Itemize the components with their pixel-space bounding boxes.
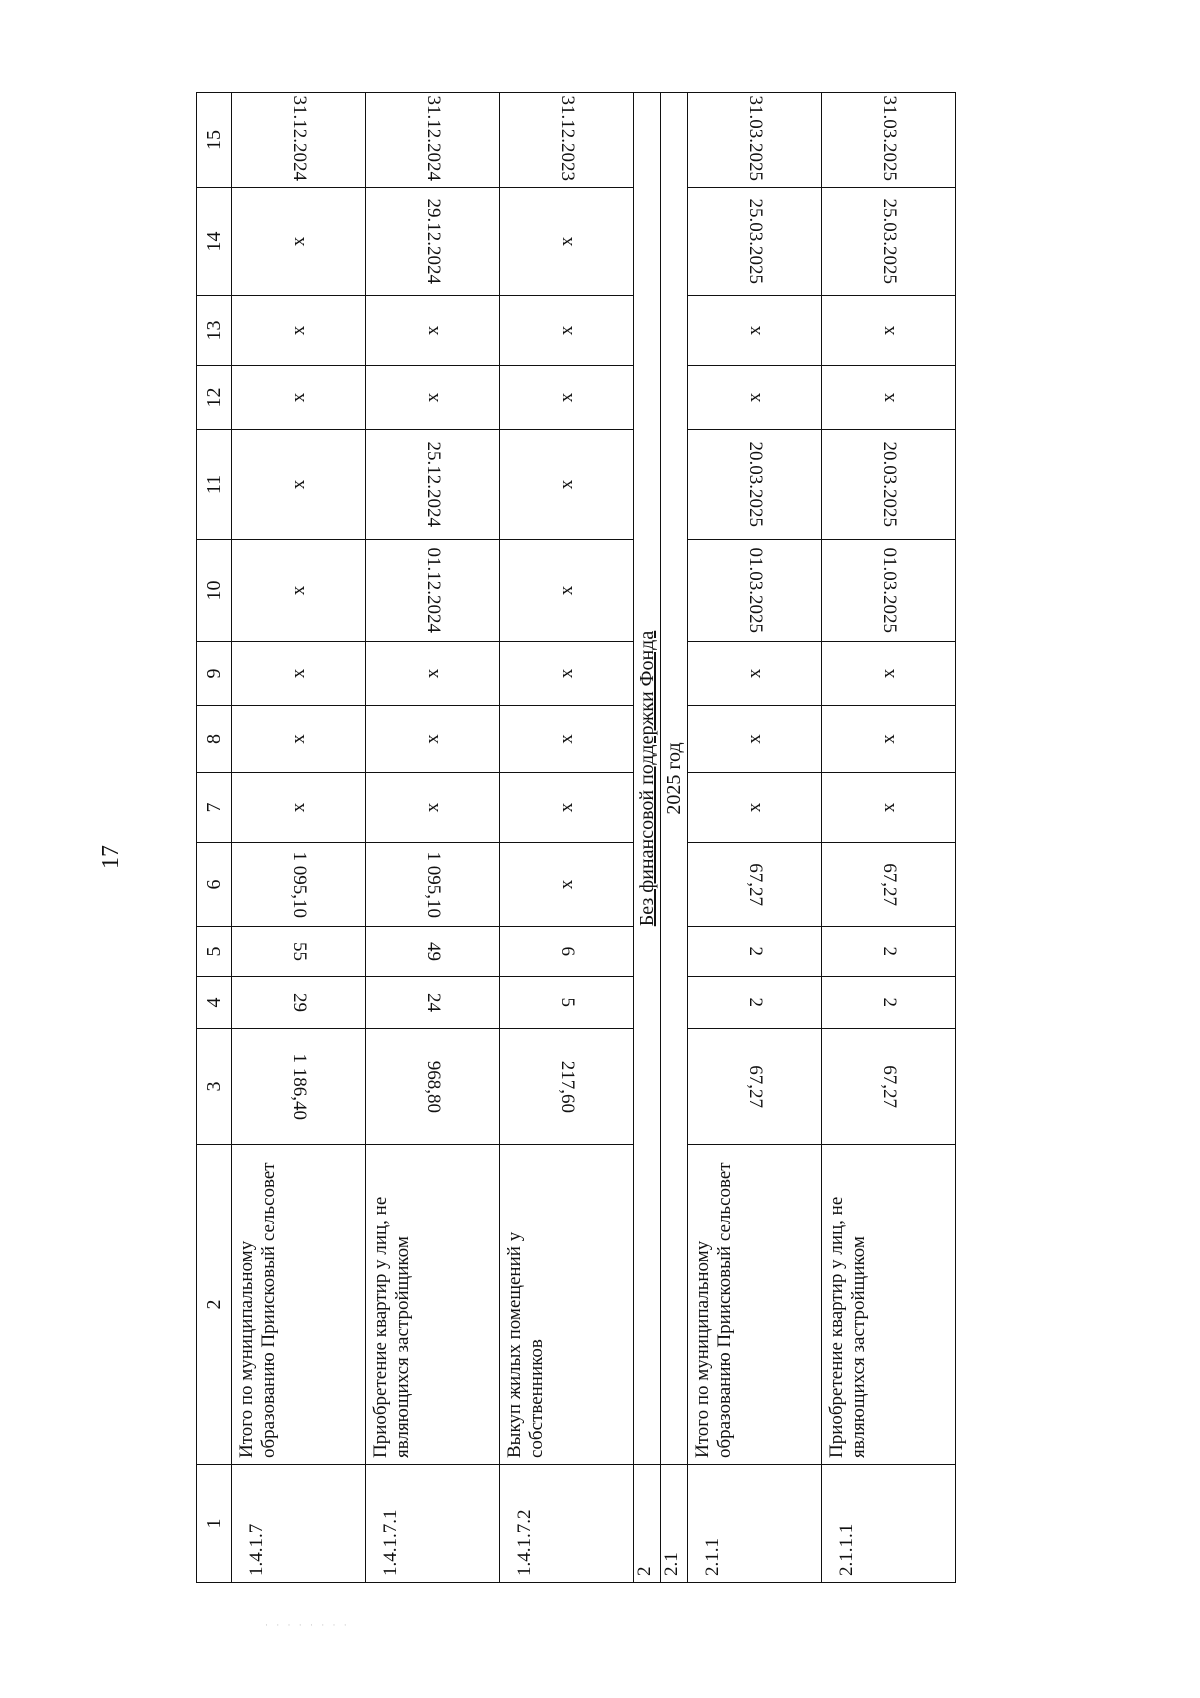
row-cell: x xyxy=(366,706,500,773)
row-name: Выкуп жилых помещений у собственников xyxy=(500,1145,634,1465)
rotated-value: 5 xyxy=(556,997,578,1008)
table-row xyxy=(500,93,634,1583)
row-code: 1.4.1.7 xyxy=(232,1465,366,1583)
rotated-value: 01.03.2025 xyxy=(878,547,900,634)
rotated-value: 29 xyxy=(288,993,310,1012)
table-row xyxy=(232,93,366,1583)
row-code: 2.1.1 xyxy=(688,1465,822,1583)
column-number: 11 xyxy=(197,430,232,540)
row-cell xyxy=(366,977,500,1029)
column-number: 15 xyxy=(197,93,232,188)
rotated-value: 25.12.2024 xyxy=(422,441,444,528)
row-cell xyxy=(500,93,634,188)
subsection-code: 2.1 xyxy=(661,1465,688,1583)
rotated-value: 67,27 xyxy=(744,863,766,906)
column-number-row xyxy=(197,93,232,1583)
column-number: 13 xyxy=(197,296,232,366)
section-code: 2 xyxy=(634,1465,661,1583)
row-cell xyxy=(366,93,500,188)
row-cell xyxy=(500,927,634,977)
rotated-value: 2 xyxy=(744,997,766,1008)
rotated-value: 20.03.2025 xyxy=(744,441,766,528)
row-cell xyxy=(688,188,822,296)
row-cell: x xyxy=(500,366,634,430)
row-cell: x xyxy=(822,773,956,843)
column-number: 2 xyxy=(197,1145,232,1465)
row-cell: x xyxy=(500,188,634,296)
row-name: Итого по муниципальному образованию Приисковый сельсовет xyxy=(232,1145,366,1465)
rotated-value: 31.03.2025 xyxy=(878,95,900,181)
row-cell xyxy=(822,1029,956,1145)
rotated-value: 20.03.2025 xyxy=(878,441,900,528)
rotated-value: 31.12.2024 xyxy=(422,95,444,181)
row-cell: x xyxy=(688,773,822,843)
table-row xyxy=(688,93,822,1583)
row-cell: x xyxy=(500,642,634,706)
rotated-value: 24 xyxy=(422,993,444,1012)
section-row xyxy=(634,93,661,1583)
rotated-value: 968,80 xyxy=(422,1060,444,1113)
rotated-value: 1 095,10 xyxy=(288,851,310,918)
row-cell: x xyxy=(822,642,956,706)
row-cell xyxy=(688,93,822,188)
row-cell xyxy=(366,1029,500,1145)
row-cell xyxy=(822,430,956,540)
row-cell: x xyxy=(232,642,366,706)
row-cell xyxy=(366,430,500,540)
register-table xyxy=(196,92,956,1583)
row-name: Приобретение квартир у лиц, не являющихся застройщиком xyxy=(822,1145,956,1465)
row-cell: x xyxy=(232,540,366,642)
row-cell xyxy=(366,540,500,642)
row-cell: x xyxy=(500,296,634,366)
column-number: 8 xyxy=(197,706,232,773)
row-cell xyxy=(500,977,634,1029)
row-cell: x xyxy=(822,706,956,773)
table-row xyxy=(366,93,500,1583)
rotated-value: 29.12.2024 xyxy=(422,198,444,285)
rotated-value: 25.03.2025 xyxy=(878,198,900,285)
rotated-value: 25.03.2025 xyxy=(744,198,766,285)
register-table-container xyxy=(196,93,900,1583)
row-cell xyxy=(688,1029,822,1145)
row-cell: x xyxy=(232,188,366,296)
rotated-value: 2 xyxy=(878,946,900,957)
column-number: 6 xyxy=(197,843,232,927)
rotated-value: 6 xyxy=(556,946,578,957)
row-cell xyxy=(688,430,822,540)
column-number: 5 xyxy=(197,927,232,977)
row-cell: x xyxy=(366,773,500,843)
table-row xyxy=(822,93,956,1583)
row-cell xyxy=(366,843,500,927)
rotated-value: 01.03.2025 xyxy=(744,547,766,634)
column-number: 12 xyxy=(197,366,232,430)
page-number: 17 xyxy=(97,845,124,869)
rotated-value: 67,27 xyxy=(878,863,900,906)
row-cell xyxy=(366,188,500,296)
column-number: 10 xyxy=(197,540,232,642)
row-cell: x xyxy=(500,540,634,642)
row-code: 2.1.1.1 xyxy=(822,1465,956,1583)
row-cell xyxy=(688,977,822,1029)
row-cell: x xyxy=(366,296,500,366)
row-cell xyxy=(688,927,822,977)
row-cell xyxy=(500,1029,634,1145)
row-cell: x xyxy=(688,706,822,773)
row-cell: x xyxy=(688,366,822,430)
column-number: 4 xyxy=(197,977,232,1029)
rotated-value: 49 xyxy=(422,942,444,961)
column-number: 14 xyxy=(197,188,232,296)
rotated-value: 1 095,10 xyxy=(422,851,444,918)
rotated-value: 1 186,40 xyxy=(288,1053,310,1120)
row-cell: x xyxy=(366,366,500,430)
row-cell xyxy=(822,977,956,1029)
rotated-value: 31.12.2023 xyxy=(556,95,578,181)
row-cell xyxy=(366,927,500,977)
rotated-value: 2 xyxy=(878,997,900,1008)
row-cell xyxy=(822,843,956,927)
row-cell xyxy=(688,540,822,642)
row-cell xyxy=(232,93,366,188)
column-number: 3 xyxy=(197,1029,232,1145)
row-cell: x xyxy=(500,430,634,540)
row-cell: x xyxy=(500,843,634,927)
row-cell: x xyxy=(232,296,366,366)
row-cell xyxy=(822,188,956,296)
rotated-value: 67,27 xyxy=(744,1065,766,1108)
subsection-title: 2025 год xyxy=(661,93,688,1465)
row-cell xyxy=(822,93,956,188)
row-cell: x xyxy=(688,642,822,706)
row-cell xyxy=(822,927,956,977)
rotated-value: 2 xyxy=(744,946,766,957)
section-title: Без финансовой поддержки Фонда xyxy=(634,93,661,1465)
row-cell: x xyxy=(232,430,366,540)
row-cell: x xyxy=(232,366,366,430)
row-code: 1.4.1.7.2 xyxy=(500,1465,634,1583)
row-cell: x xyxy=(500,706,634,773)
rotated-value: 217,60 xyxy=(556,1060,578,1113)
subsection-row xyxy=(661,93,688,1583)
row-code: 1.4.1.7.1 xyxy=(366,1465,500,1583)
rotated-value: 67,27 xyxy=(878,1065,900,1108)
row-cell xyxy=(822,540,956,642)
rotated-value: 01.12.2024 xyxy=(422,547,444,634)
rotated-value: 31.12.2024 xyxy=(288,95,310,181)
row-cell: x xyxy=(366,642,500,706)
column-number: 1 xyxy=(197,1465,232,1583)
row-cell xyxy=(232,843,366,927)
row-cell: x xyxy=(822,296,956,366)
row-cell xyxy=(232,927,366,977)
row-name: Итого по муниципальному образованию Приисковый сельсовет xyxy=(688,1145,822,1465)
rotated-value: 31.03.2025 xyxy=(744,95,766,181)
row-cell xyxy=(232,977,366,1029)
row-cell: x xyxy=(232,773,366,843)
column-number: 7 xyxy=(197,773,232,843)
row-name: Приобретение квартир у лиц, не являющихся застройщиком xyxy=(366,1145,500,1465)
rotated-value: 55 xyxy=(288,942,310,961)
row-cell: x xyxy=(822,366,956,430)
row-cell xyxy=(688,843,822,927)
row-cell: x xyxy=(500,773,634,843)
row-cell: x xyxy=(232,706,366,773)
row-cell xyxy=(232,1029,366,1145)
row-cell: x xyxy=(688,296,822,366)
scan-noise: · · · · · · · · xyxy=(265,1620,350,1630)
column-number: 9 xyxy=(197,642,232,706)
